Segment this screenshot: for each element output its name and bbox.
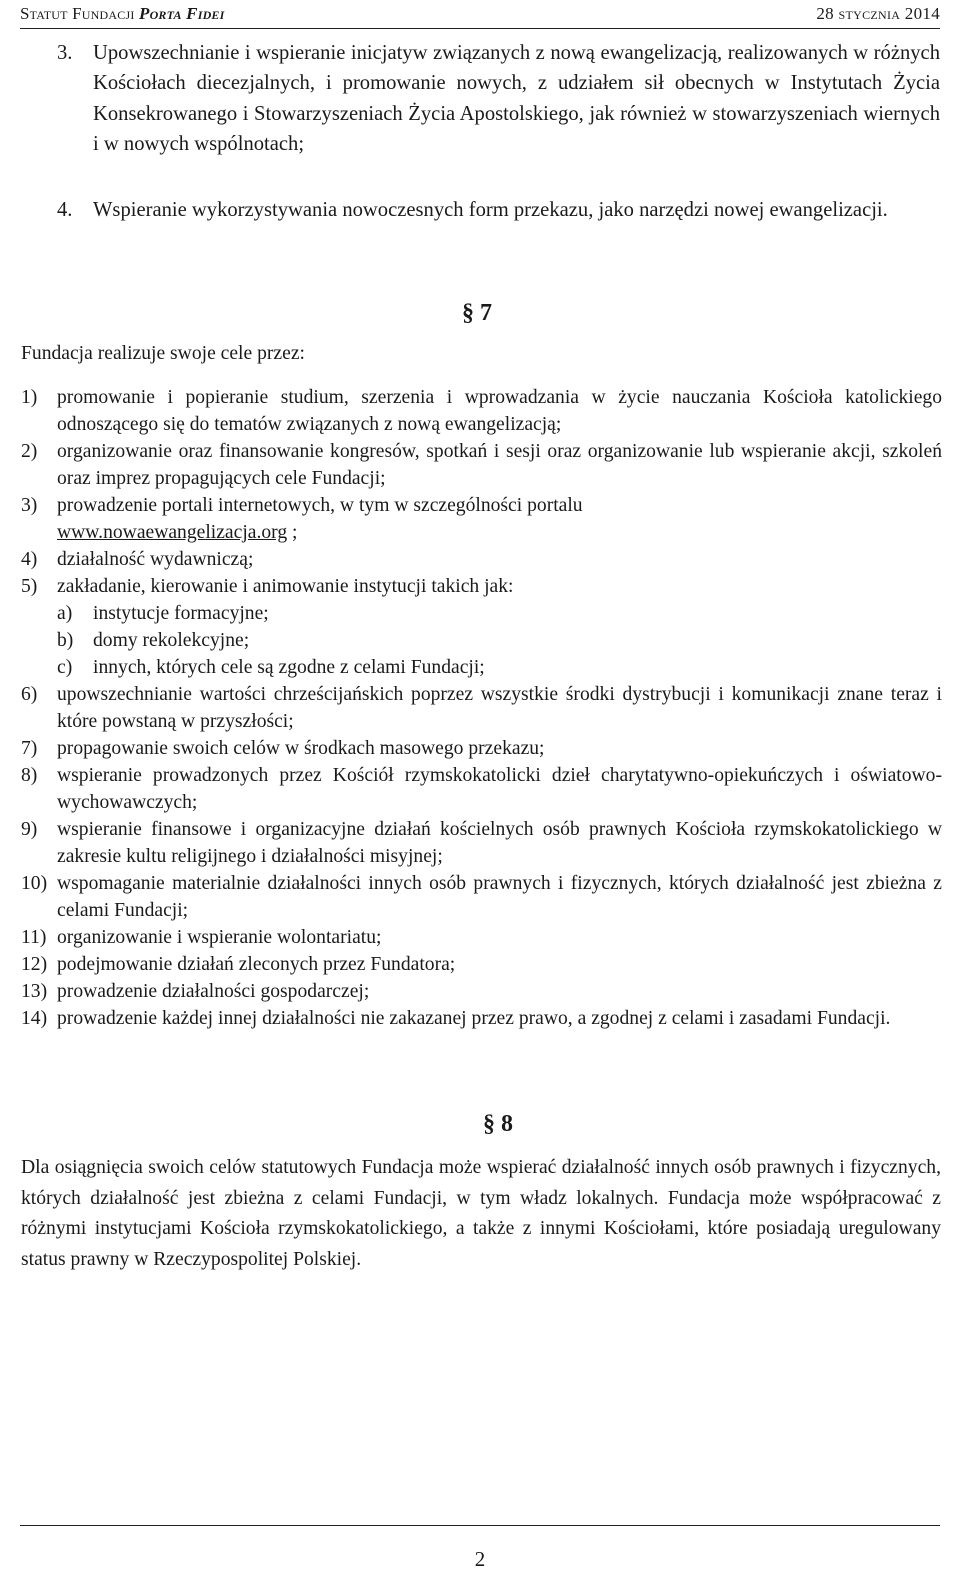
- list-item: 2) organizowanie oraz finansowanie kongresów, spotkań i sesji oraz organizowanie lub wspieranie akcji, szkoleń oraz imprez propagujących cele Fundacji;: [21, 441, 942, 489]
- list-item-3: [57, 38, 940, 159]
- section-heading-8: § 8: [483, 1111, 513, 1137]
- list-item: 3) prowadzenie portali internetowych, w tym w szczególności portalu www.nowaewangelizacja.org ;: [21, 495, 583, 543]
- document-header-date: 28 stycznia 2014: [816, 4, 940, 23]
- header-title-plain: Statut Fundacji: [20, 4, 135, 23]
- section-intro: Fundacja realizuje swoje cele przez:: [21, 343, 305, 364]
- list-item: 1) promowanie i popieranie studium, szerzenia i wprowadzania w życie nauczania Kościoła katolickiego odnoszącego się do tematów związanych z nową ewangelizacją;: [21, 387, 942, 435]
- document-header-title: [20, 4, 225, 24]
- list-item: 13) prowadzenie działalności gospodarczej;: [21, 981, 370, 1002]
- page-number: 2: [474, 1547, 486, 1571]
- section7-list: [21, 384, 942, 1032]
- list-item: 11) organizowanie i wspieranie wolontariatu;: [21, 927, 382, 948]
- list-item: 10) wspomaganie materialnie działalności innych osób prawnych i fizycznych, których działalność jest zbieżna z celami Fundacji;: [21, 873, 942, 921]
- list-item: 9) wspieranie finansowe i organizacyjne działań kościelnych osób prawnych Kościoła rzymskokatolickiego w zakresie kultu religijnego i działalności misyjnej;: [21, 819, 942, 867]
- list-item: 5) zakładanie, kierowanie i animowanie instytucji takich jak:: [21, 576, 514, 597]
- list-item: 4) działalność wydawniczą;: [21, 549, 254, 570]
- portal-link[interactable]: www.nowaewangelizacja.org: [57, 522, 288, 543]
- list-item: 14) prowadzenie każdej innej działalności nie zakazanej przez prawo, a zgodnej z celami i zasadami Fundacji.: [21, 1008, 891, 1029]
- header-divider: [20, 28, 940, 29]
- section-heading-7: § 7: [462, 300, 492, 326]
- list-item: 7) propagowanie swoich celów w środkach masowego przekazu;: [21, 738, 545, 759]
- footer-divider: [20, 1525, 940, 1526]
- list-item-number: 4.: [57, 199, 73, 221]
- list-item: 6) upowszechnianie wartości chrześcijańskich poprzez wszystkie środki dystrybucji i komunikacji znane teraz i które powstaną w przyszłości;: [21, 684, 942, 732]
- sub-list-item: c) innych, których cele są zgodne z celami Fundacji;: [57, 657, 485, 678]
- header-title-italic: Porta Fidei: [138, 4, 225, 23]
- list-item-text: Wspieranie wykorzystywania nowoczesnych form przekazu, jako narzędzi nowej ewangelizacji.: [93, 199, 888, 221]
- section8-paragraph: Dla osiągnięcia swoich celów statutowych Fundacja może wspierać działalność innych osób prawnych i fizycznych, których działalność jest zbieżna z celami Fundacji, w tym władz lokalnych. Fundacja może współpracować z różnymi instytucjami Kościoła rzymskokatolickiego, a także z innymi Kościołami, które posiadają uregulowany status prawny w Rzeczypospolitej Polskiej.: [21, 1157, 941, 1270]
- sub-list-item: b) domy rekolekcyjne;: [57, 630, 250, 651]
- list-item-4: [57, 195, 940, 225]
- list-item-text: Upowszechnianie i wspieranie inicjatyw związanych z nową ewangelizacją, realizowanych w różnych Kościołach diecezjalnych, i promowanie nowych, z udziałem sił obecnych w Instytutach Życia Konsekrowanego i Stowarzyszeniach Życia Apostolskiego, jak również w stowarzyszeniach wiernych i w nowych wspólnotach;: [93, 42, 940, 155]
- sub-list-item: a) instytucje formacyjne;: [57, 603, 269, 624]
- list-item-number: 3.: [57, 42, 73, 64]
- list-item: 8) wspieranie prowadzonych przez Kościół rzymskokatolicki dzieł charytatywno-opiekuńczych i oświatowo-wychowawczych;: [21, 765, 942, 813]
- list-item: 12) podejmowanie działań zleconych przez Fundatora;: [21, 954, 456, 975]
